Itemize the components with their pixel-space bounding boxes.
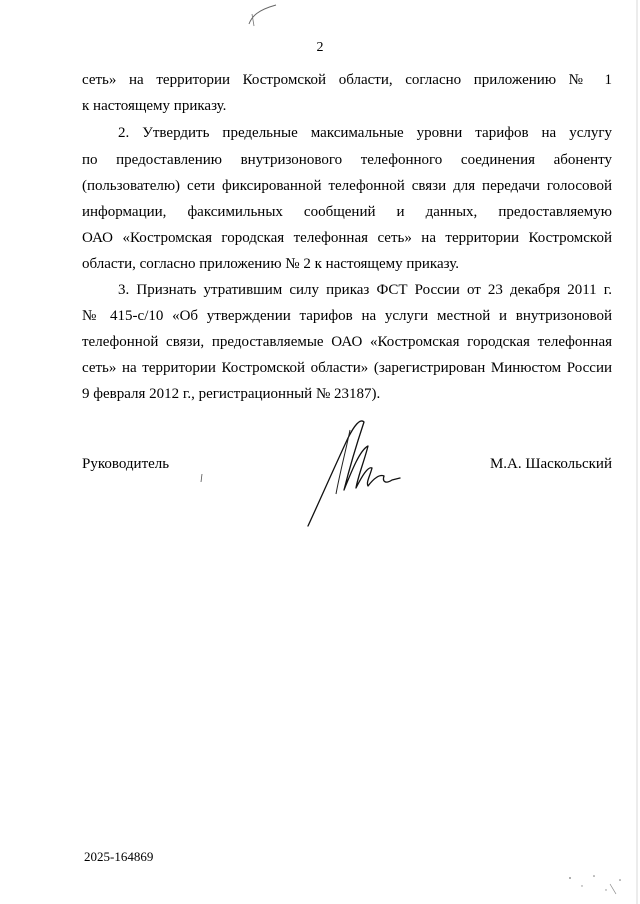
handwritten-signature [300,410,410,532]
small-pen-mark [198,472,206,484]
signer-name: М.А. Шаскольский [489,456,612,472]
body-line: по предоставлению внутризонового телефонного соединения абоненту [82,152,612,168]
paragraph-2-start: 2. Утвердить предельные максимальные уровни тарифов на услугу [118,125,612,141]
body-line: ОАО «Костромская городская телефонная сеть» на территории Костромской [82,230,612,246]
body-line: информации, факсимильных сообщений и данных, предоставляемую [82,204,612,220]
body-line: сеть» на территории Костромской области, согласно приложению № 1 [82,72,612,88]
top-pen-mark [246,2,280,28]
body-line: № 415-с/10 «Об утверждении тарифов на услуги местной и внутризоновой [82,308,612,324]
bottom-right-scan-marks [560,864,630,900]
page-number: 2 [316,40,324,55]
signer-title: Руководитель [82,456,170,472]
body-line: области, согласно приложению № 2 к настоящему приказу. [82,256,460,272]
body-line: к настоящему приказу. [82,98,227,114]
right-edge-scan-line [632,0,640,904]
body-line: 9 февраля 2012 г., регистрационный № 23187). [82,386,381,402]
document-id: 2025-164869 [84,849,154,864]
body-line: телефонной связи, предоставляемые ОАО «Костромская городская телефонная [82,334,612,350]
body-line: сеть» на территории Костромской области» (зарегистрирован Минюстом России [82,360,612,376]
body-line: (пользователю) сети фиксированной телефонной связи для передачи голосовой [82,178,612,194]
paragraph-3-start: 3. Признать утратившим силу приказ ФСТ России от 23 декабря 2011 г. [118,282,612,298]
